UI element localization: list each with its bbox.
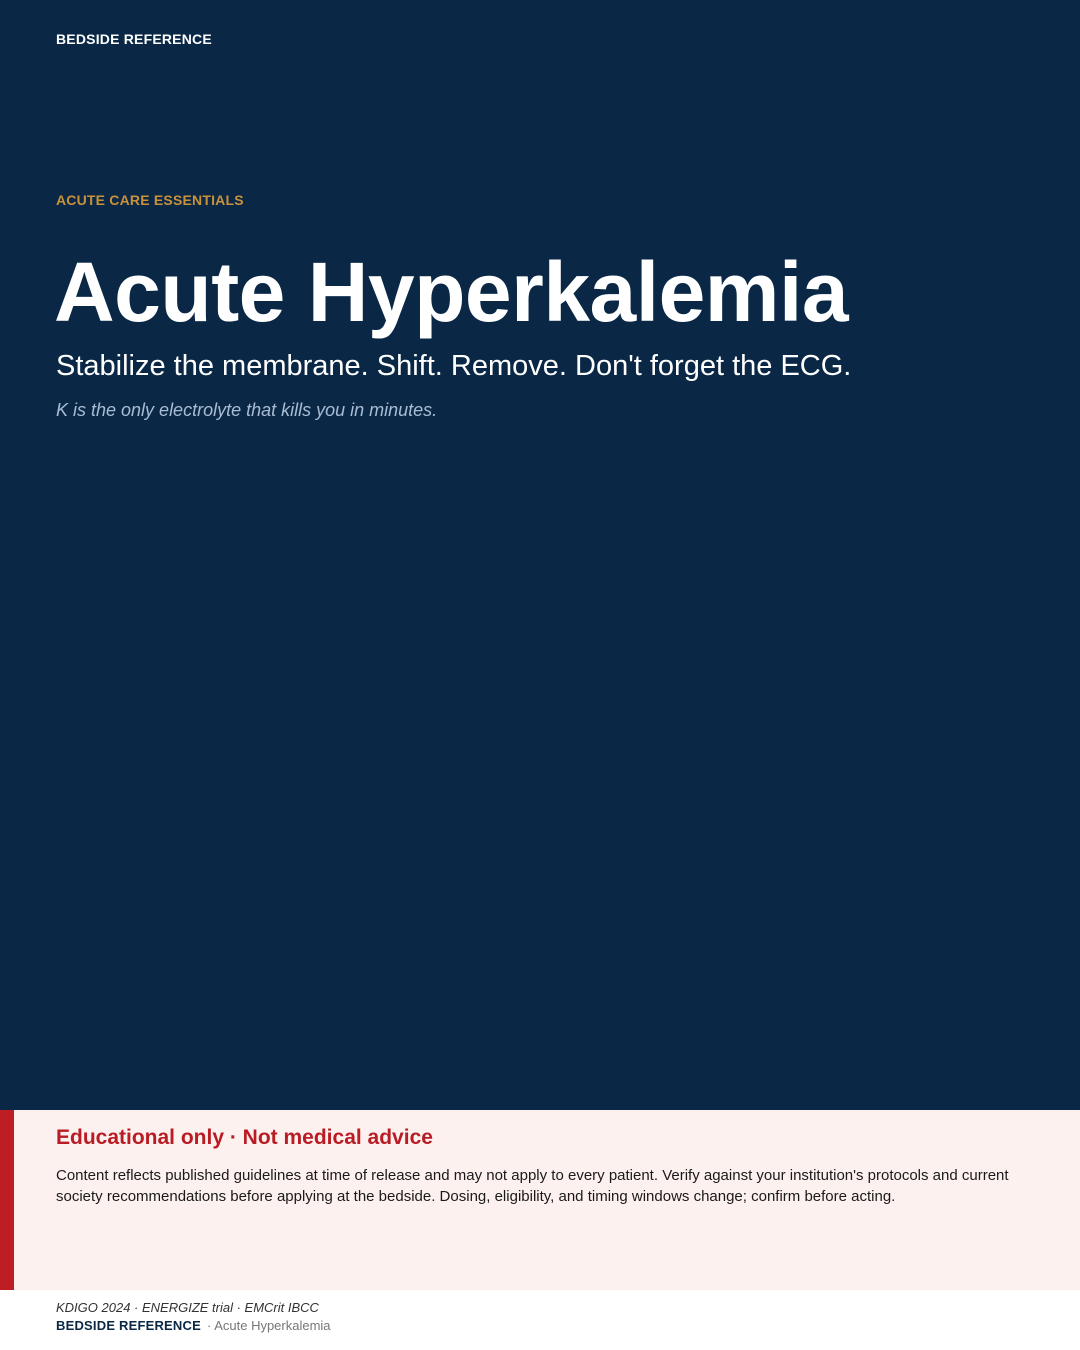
footer-topic: · Acute Hyperkalemia (206, 1318, 331, 1333)
page-title: Acute Hyperkalemia (54, 245, 849, 339)
eyebrow-label: ACUTE CARE ESSENTIALS (56, 192, 244, 208)
disclaimer-accent-bar (0, 1110, 14, 1290)
disclaimer-title: Educational only · Not medical advice (56, 1126, 433, 1149)
page-subtitle: Stabilize the membrane. Shift. Remove. Don't forget the ECG. (56, 350, 852, 382)
footer-sources: KDIGO 2024 · ENERGIZE trial · EMCrit IBCC (56, 1300, 319, 1315)
footer-credit-line (56, 1318, 331, 1333)
footer-brand: BEDSIDE REFERENCE (56, 1318, 201, 1333)
disclaimer-box (0, 1110, 1080, 1290)
brand-label: BEDSIDE REFERENCE (56, 31, 212, 47)
tagline: K is the only electrolyte that kills you in minutes. (56, 400, 438, 420)
disclaimer-body: Content reflects published guidelines at time of release and may not apply to every patient. Verify against your institution's protocols and current society recommendations before applying at the bedside. Dosing, eligibility, and timing windows change; confirm before acting. (56, 1167, 1009, 1205)
